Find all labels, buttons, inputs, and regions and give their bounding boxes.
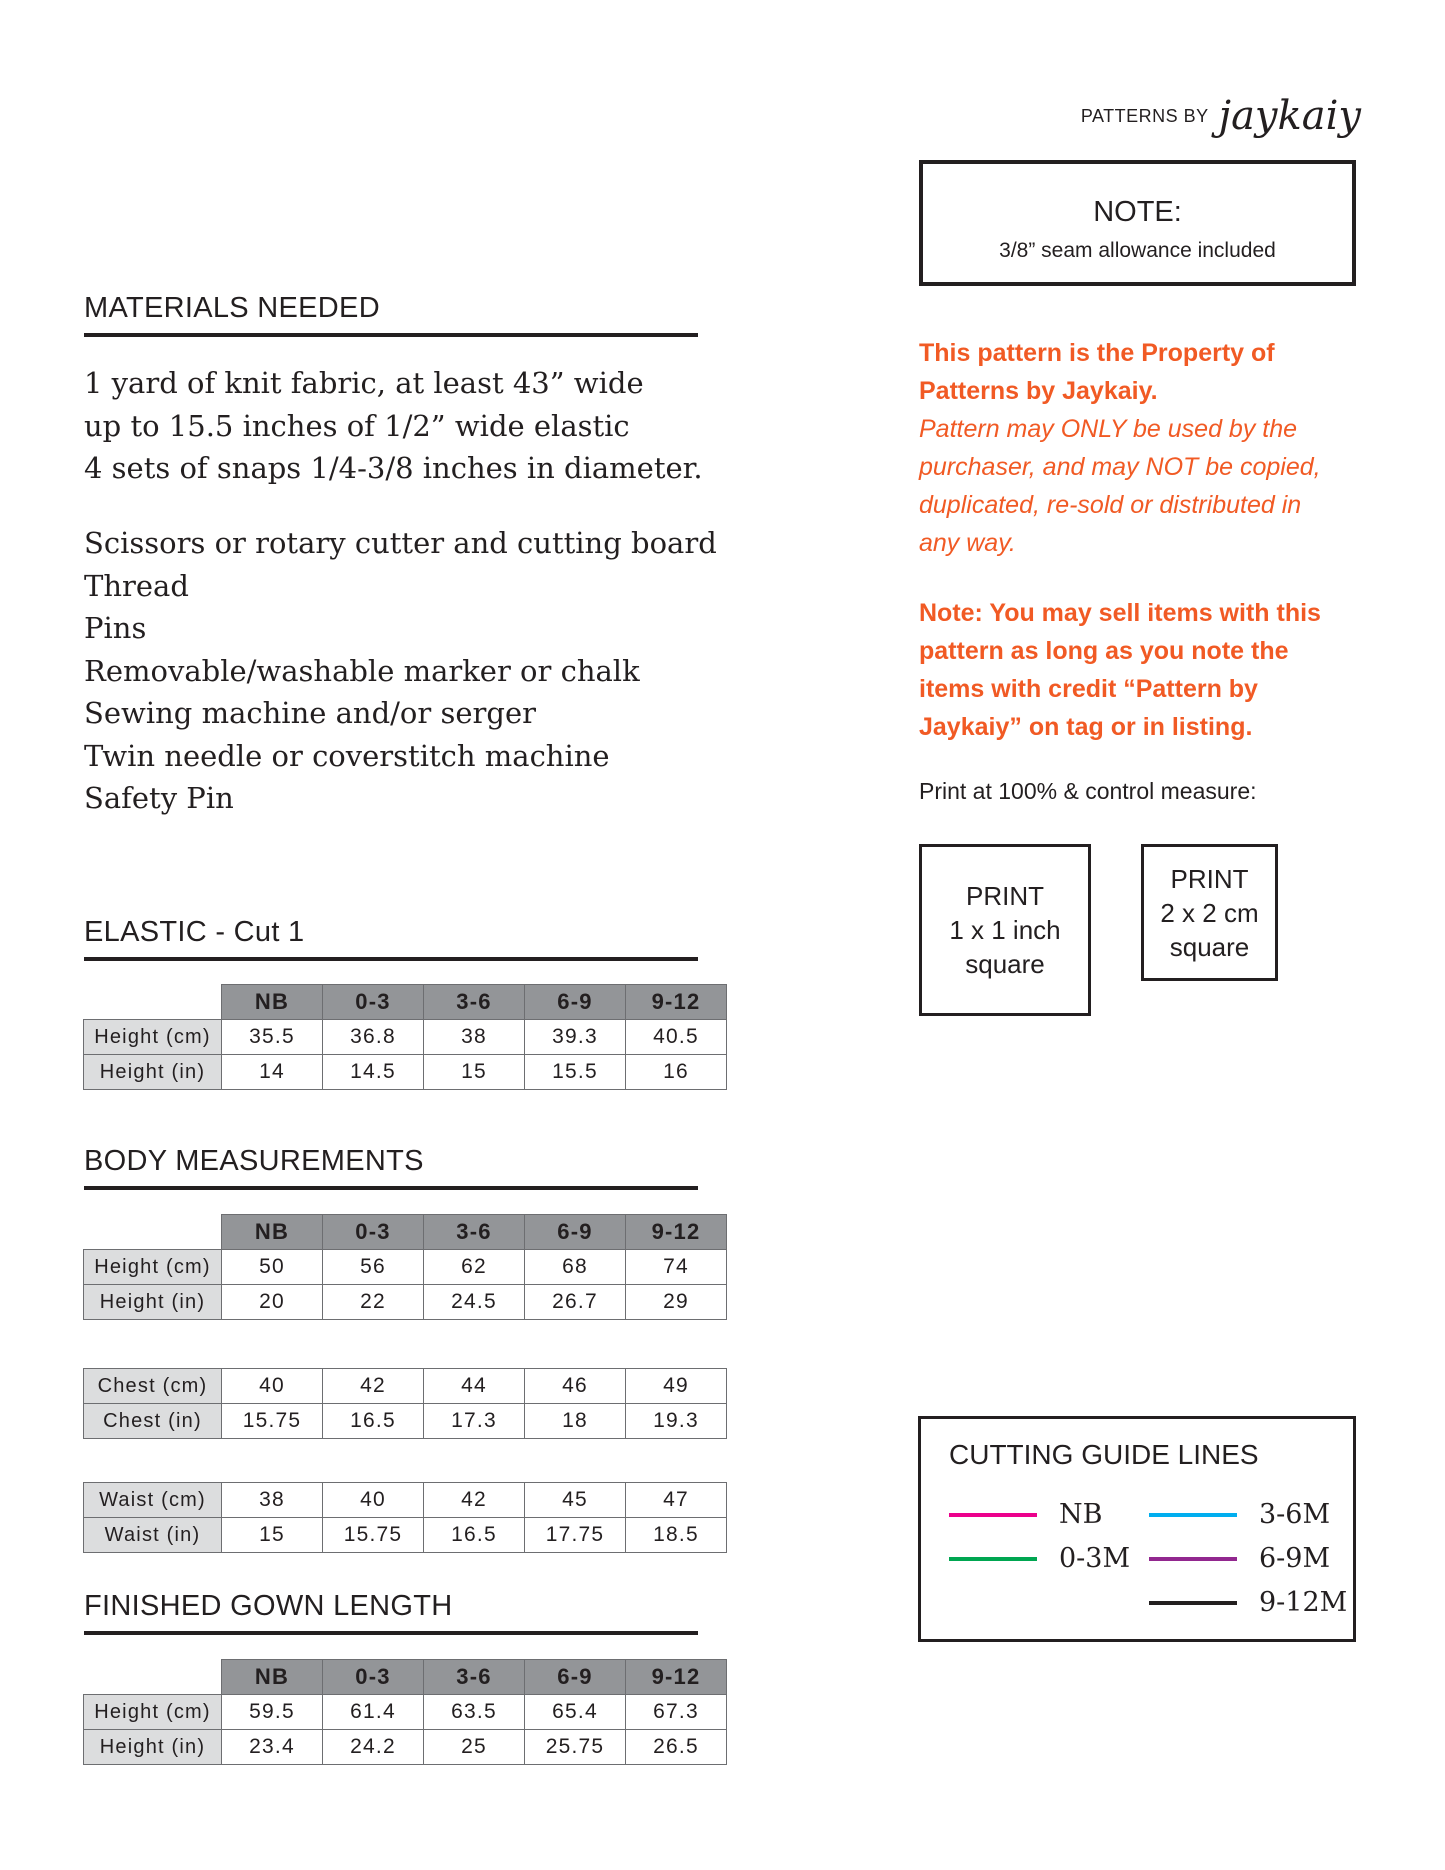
table-cell: 15 [424,1055,525,1090]
table-cell: 18.5 [626,1518,727,1553]
table-cell: 17.75 [525,1518,626,1553]
legend-label: 9-12M [1259,1587,1348,1618]
row-label: Height (cm) [84,1250,222,1285]
size-header: 6-9 [525,985,626,1020]
gown-table [83,1659,727,1765]
table-cell: 40.5 [626,1020,727,1055]
row-label: Waist (in) [84,1518,222,1553]
row-label: Height (cm) [84,1020,222,1055]
materials-list [84,362,703,490]
legend-label: NB [1059,1499,1103,1530]
note-text: 3/8” seam allowance included [999,239,1276,262]
table-cell: 39.3 [525,1020,626,1055]
elastic-heading: ELASTIC - Cut 1 [84,916,698,961]
sell-note-line: pattern as long as you note the [919,637,1289,665]
table-cell: 50 [222,1250,323,1285]
print-square-line: square [965,949,1045,979]
table-cell: 61.4 [323,1695,424,1730]
note-box [919,160,1356,286]
elastic-table [83,984,727,1090]
table-cell: 46 [525,1369,626,1404]
size-header: 0-3 [323,985,424,1020]
legend-label: 3-6M [1259,1499,1331,1530]
cutting-guide-legend [918,1416,1356,1642]
row-label: Height (in) [84,1055,222,1090]
table-cell: 56 [323,1250,424,1285]
legend-label: 6-9M [1259,1543,1331,1574]
row-label: Height (in) [84,1285,222,1320]
table-cell: 35.5 [222,1020,323,1055]
legend-line-swatch [1149,1513,1237,1517]
table-cell: 38 [222,1483,323,1518]
table-cell: 18 [525,1404,626,1439]
corner-cell [84,1215,222,1250]
table-row [84,1483,727,1518]
table-cell: 15.5 [525,1055,626,1090]
corner-cell [84,985,222,1020]
row-label: Chest (in) [84,1404,222,1439]
table-cell: 24.5 [424,1285,525,1320]
table-cell: 23.4 [222,1730,323,1765]
table-cell: 29 [626,1285,727,1320]
row-label: Height (in) [84,1730,222,1765]
corner-cell [84,1660,222,1695]
table-cell: 68 [525,1250,626,1285]
tools-item: Scissors or rotary cutter and cutting board [84,526,717,560]
print-square-line: PRINT [1170,863,1249,894]
size-header: 9-12 [626,1215,727,1250]
print-square-inch [919,844,1091,1016]
tools-item: Safety Pin [84,781,234,815]
legend-line-swatch [949,1513,1037,1517]
table-cell: 16 [626,1055,727,1090]
legend-item-0-3m [949,1543,1130,1574]
size-header: 6-9 [525,1215,626,1250]
table-cell: 15.75 [222,1404,323,1439]
legend-item-3-6m [1149,1499,1330,1530]
legend-item-6-9m [1149,1543,1330,1574]
row-label: Waist (cm) [84,1483,222,1518]
table-cell: 25.75 [525,1730,626,1765]
table-cell: 74 [626,1250,727,1285]
table-cell: 38 [424,1020,525,1055]
table-cell: 44 [424,1369,525,1404]
table-row [84,1518,727,1553]
materials-item: 1 yard of knit fabric, at least 43” wide [84,366,644,400]
row-label: Height (cm) [84,1695,222,1730]
property-line: Patterns by Jaykaiy. [919,377,1158,405]
table-cell: 42 [323,1369,424,1404]
table-cell: 22 [323,1285,424,1320]
size-header-row [84,1215,727,1250]
table-row [84,1369,727,1404]
table-cell: 62 [424,1250,525,1285]
table-row [84,1055,727,1090]
size-header: 6-9 [525,1660,626,1695]
table-cell: 26.5 [626,1730,727,1765]
tools-item: Sewing machine and/or serger [84,696,536,730]
gown-heading: FINISHED GOWN LENGTH [84,1590,698,1635]
table-cell: 16.5 [323,1404,424,1439]
print-instruction: Print at 100% & control measure: [919,778,1257,804]
table-cell: 40 [323,1483,424,1518]
sell-note-line: Note: You may sell items with this [919,599,1321,627]
row-label: Chest (cm) [84,1369,222,1404]
legend-line-swatch [949,1557,1037,1561]
materials-item: up to 15.5 inches of 1/2” wide elastic [84,408,630,443]
print-square-line: PRINT [966,881,1044,911]
table-cell: 65.4 [525,1695,626,1730]
size-header: 9-12 [626,985,727,1020]
table-cell: 47 [626,1483,727,1518]
print-square-cm [1141,844,1278,981]
materials-item: 4 sets of snaps 1/4-3/8 inches in diameter. [84,451,703,485]
property-line: purchaser, and may NOT be copied, [919,453,1321,481]
tools-item: Pins [84,611,147,645]
brand-prefix: PATTERNS BY [1080,105,1209,126]
brand-logo: jaykaiy [1218,93,1361,139]
brand [1080,93,1361,139]
size-header: NB [222,1215,323,1250]
property-line: duplicated, re-sold or distributed in [919,491,1302,519]
table-cell: 19.3 [626,1404,727,1439]
table-cell: 15.75 [323,1518,424,1553]
print-square-line: 2 x 2 cm [1160,897,1259,928]
table-cell: 40 [222,1369,323,1404]
property-line: Pattern may ONLY be used by the [919,415,1298,443]
table-cell: 26.7 [525,1285,626,1320]
table-cell: 49 [626,1369,727,1404]
table-row [84,1020,727,1055]
table-row [84,1404,727,1439]
body-height-table [83,1214,727,1320]
table-cell: 17.3 [424,1404,525,1439]
body-chest-table [83,1368,727,1439]
cutting-guide-title: CUTTING GUIDE LINES [949,1439,1259,1470]
size-header: 0-3 [323,1660,424,1695]
table-cell: 24.2 [323,1730,424,1765]
print-square-line: 1 x 1 inch [949,915,1061,945]
size-header: NB [222,985,323,1020]
table-cell: 63.5 [424,1695,525,1730]
table-cell: 14.5 [323,1055,424,1090]
size-header-row [84,1660,727,1695]
size-header-row [84,985,727,1020]
table-cell: 25 [424,1730,525,1765]
tools-item: Removable/washable marker or chalk [84,653,640,688]
table-row [84,1250,727,1285]
body-waist-table [83,1482,727,1553]
size-header: 3-6 [424,1215,525,1250]
table-row [84,1695,727,1730]
table-cell: 42 [424,1483,525,1518]
tools-item: Thread [84,568,189,603]
legend-label: 0-3M [1059,1543,1131,1574]
sell-note-line: items with credit “Pattern by [919,675,1258,703]
tools-list [84,522,717,820]
body-heading: BODY MEASUREMENTS [84,1145,698,1190]
sell-note-line: Jaykaiy” on tag or in listing. [919,713,1253,741]
size-header: 3-6 [424,985,525,1020]
size-header: 0-3 [323,1215,424,1250]
table-cell: 36.8 [323,1020,424,1055]
table-row [84,1285,727,1320]
tools-item: Twin needle or coverstitch machine [84,738,610,773]
table-cell: 59.5 [222,1695,323,1730]
legend-line-swatch [1149,1557,1237,1561]
table-cell: 16.5 [424,1518,525,1553]
table-cell: 45 [525,1483,626,1518]
materials-heading: MATERIALS NEEDED [84,292,698,337]
property-notice [919,334,1359,746]
legend-line-swatch [1149,1601,1237,1605]
print-square-line: square [1169,931,1250,962]
table-cell: 15 [222,1518,323,1553]
size-header: 9-12 [626,1660,727,1695]
table-cell: 20 [222,1285,323,1320]
property-line: This pattern is the Property of [919,339,1275,367]
size-header: 3-6 [424,1660,525,1695]
table-cell: 67.3 [626,1695,727,1730]
property-line: any way. [919,529,1016,557]
size-header: NB [222,1660,323,1695]
note-title: NOTE: [1093,196,1182,228]
table-cell: 14 [222,1055,323,1090]
table-row [84,1730,727,1765]
legend-item-nb [949,1499,1102,1530]
legend-item-9-12m [1149,1587,1347,1618]
